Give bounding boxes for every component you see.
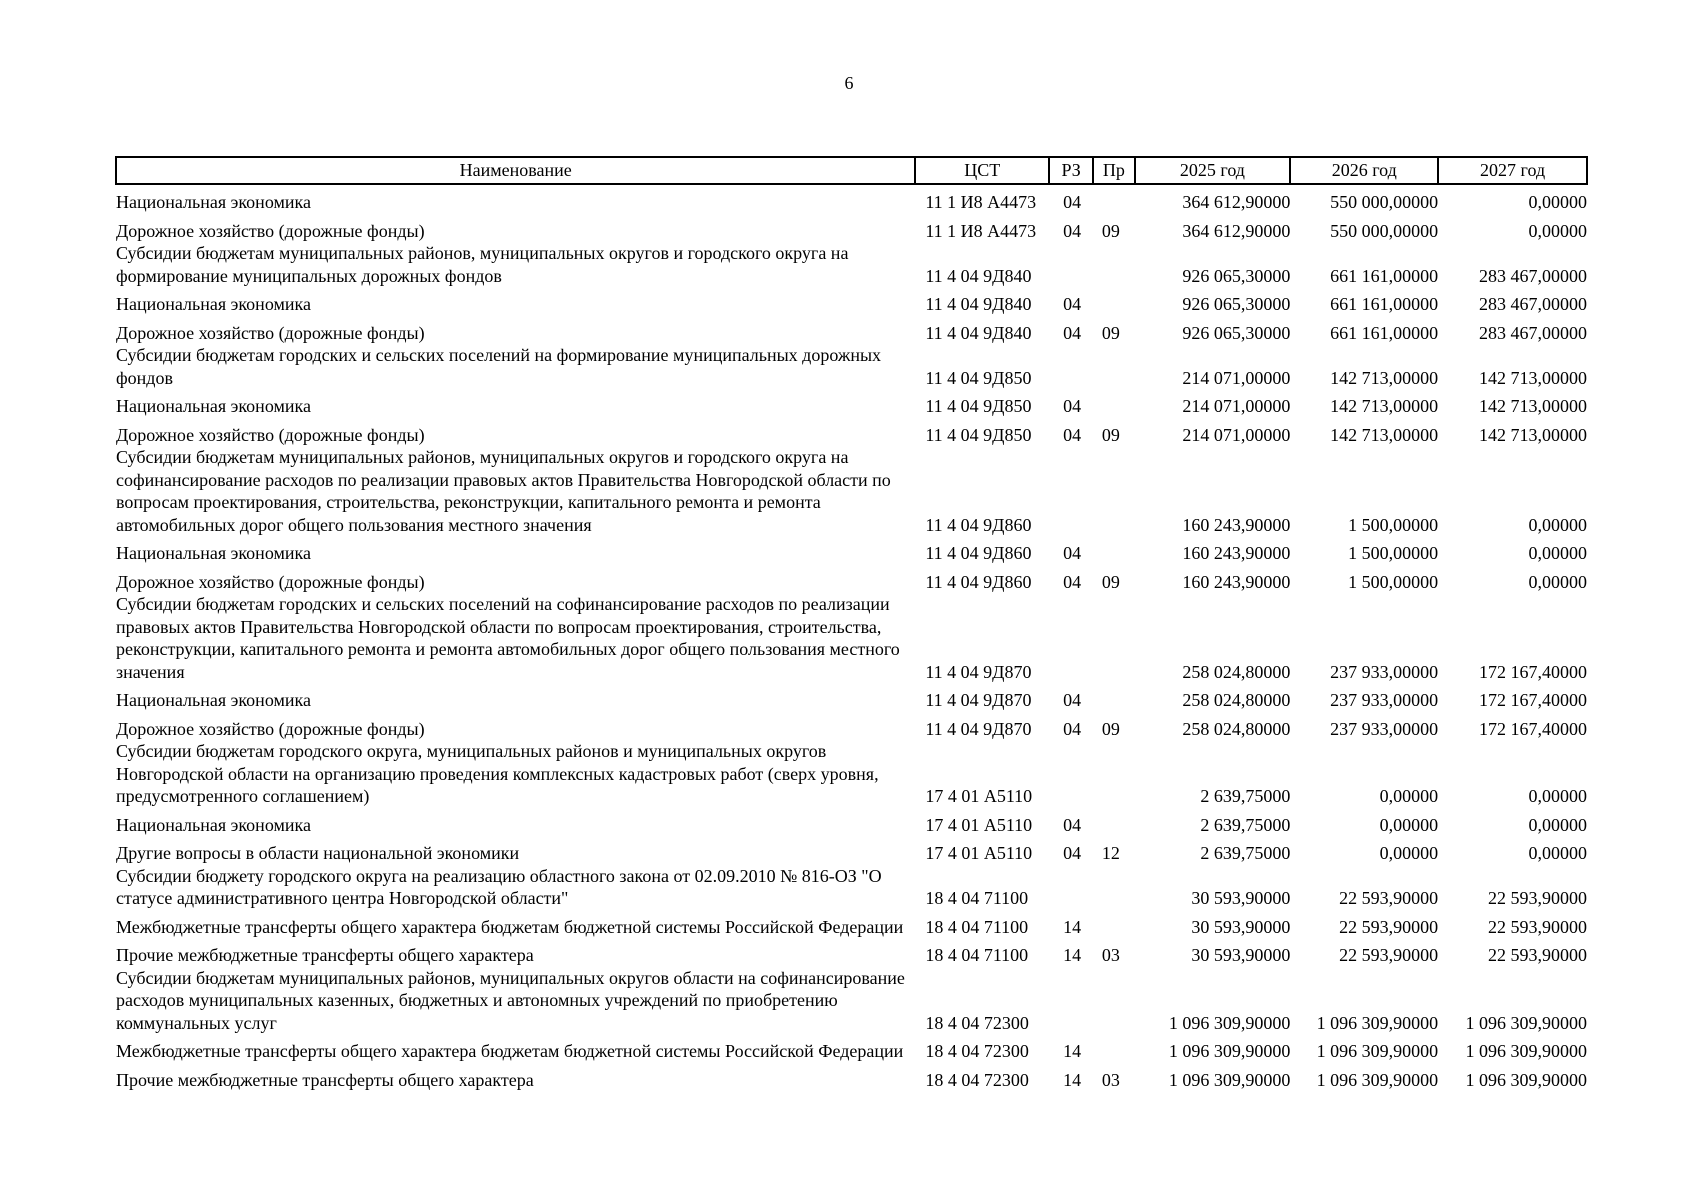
value-2025-cell: 214 071,00000 [1182, 367, 1291, 388]
header-2025: 2025 год [1135, 157, 1291, 184]
rz-cell [1049, 740, 1093, 808]
rz-cell: 04 [1063, 220, 1082, 241]
table-row [116, 967, 1587, 1035]
name-cell: Национальная экономика [116, 690, 311, 710]
value-2026-cell: 661 161,00000 [1330, 265, 1439, 286]
value-2025-cell: 30 593,90000 [1191, 888, 1291, 908]
value-2025-cell: 30 593,90000 [1191, 916, 1291, 937]
cst-cell: 11 4 04 9Д860 [925, 514, 1032, 535]
rz-cell: 14 [1063, 1069, 1082, 1090]
cst-cell: 11 1 И8 А4473 [925, 192, 1037, 212]
table-row [116, 214, 1587, 243]
table-row [116, 184, 1587, 214]
table-row [116, 683, 1587, 712]
pr-cell: 09 [1101, 571, 1120, 592]
value-2026-cell: 22 593,90000 [1339, 916, 1439, 937]
value-2026-cell: 661 161,00000 [1330, 294, 1439, 314]
name-cell: Межбюджетные трансферты общего характера бюджетам бюджетной системы Российской Федерации [116, 1041, 904, 1061]
table-row [116, 910, 1587, 939]
name-cell: Прочие межбюджетные трансферты общего характера [116, 945, 534, 965]
table-row [116, 287, 1587, 316]
value-2027-cell: 283 467,00000 [1479, 294, 1587, 314]
table-header-row [116, 157, 1587, 184]
value-2027-cell: 1 096 309,90000 [1465, 1012, 1587, 1033]
name-cell: Субсидии бюджетам городского округа, муниципальных районов и муниципальных округов Новгородской области на организацию проведения комплексных кадастровых работ (сверх уровня, предусмотренного соглашением) [116, 741, 879, 806]
rz-cell: 04 [1063, 396, 1082, 416]
cst-cell: 17 4 01 А5110 [925, 814, 1033, 835]
value-2026-cell: 142 713,00000 [1330, 396, 1439, 416]
header-2027: 2027 год [1438, 157, 1587, 184]
pr-cell: 09 [1101, 322, 1120, 343]
value-2026-cell: 550 000,00000 [1330, 220, 1439, 241]
cst-cell: 11 4 04 9Д860 [925, 543, 1032, 563]
value-2025-cell: 926 065,30000 [1182, 265, 1291, 286]
name-cell: Межбюджетные трансферты общего характера бюджетам бюджетной системы Российской Федерации [116, 916, 904, 937]
value-2025-cell: 258 024,80000 [1182, 690, 1291, 710]
cst-cell: 11 1 И8 А4473 [925, 220, 1037, 241]
rz-cell: 14 [1063, 916, 1082, 937]
cst-cell: 17 4 01 А5110 [925, 843, 1033, 863]
value-2025-cell: 30 593,90000 [1191, 945, 1291, 965]
value-2026-cell: 237 933,00000 [1330, 690, 1439, 710]
value-2027-cell: 0,00000 [1528, 543, 1587, 563]
pr-cell [1093, 1034, 1134, 1063]
table-row [116, 1063, 1587, 1092]
cst-cell: 18 4 04 71100 [925, 916, 1029, 937]
value-2025-cell: 160 243,90000 [1182, 571, 1291, 592]
pr-cell [1093, 740, 1134, 808]
header-cst: ЦСТ [915, 157, 1049, 184]
pr-cell [1093, 184, 1134, 214]
page-number: 6 [844, 73, 854, 93]
pr-cell: 03 [1101, 1069, 1120, 1090]
pr-cell [1093, 967, 1134, 1035]
pr-cell [1093, 344, 1134, 389]
pr-cell: 09 [1101, 220, 1120, 241]
value-2027-cell: 283 467,00000 [1479, 265, 1587, 286]
value-2025-cell: 2 639,75000 [1200, 786, 1291, 806]
pr-cell: 03 [1101, 945, 1120, 965]
header-name: Наименование [116, 157, 915, 184]
value-2027-cell: 22 593,90000 [1488, 916, 1587, 937]
value-2025-cell: 926 065,30000 [1182, 322, 1291, 343]
value-2027-cell: 172 167,40000 [1479, 661, 1587, 682]
pr-cell [1093, 865, 1134, 910]
name-cell: Прочие межбюджетные трансферты общего характера [116, 1069, 534, 1090]
value-2026-cell: 0,00000 [1379, 814, 1439, 835]
value-2027-cell: 283 467,00000 [1479, 322, 1587, 343]
value-2026-cell: 22 593,90000 [1339, 888, 1439, 908]
value-2027-cell: 142 713,00000 [1479, 367, 1587, 388]
name-cell: Субсидии бюджетам муниципальных районов, муниципальных округов и городского округа на софинансирование расходов по реализации правовых актов Правительства Новгородской области по вопросам проектирования, строительства, реконструкции, капитального ремонта и ремонта автомобильных дорог общего пользования местного значения [116, 447, 891, 535]
cst-cell: 18 4 04 71100 [925, 945, 1029, 965]
value-2025-cell: 926 065,30000 [1182, 294, 1291, 314]
cst-cell: 18 4 04 72300 [925, 1012, 1029, 1033]
table-row [116, 536, 1587, 565]
value-2027-cell: 142 713,00000 [1479, 424, 1587, 445]
value-2026-cell: 1 500,00000 [1348, 514, 1439, 535]
pr-cell: 09 [1101, 424, 1120, 445]
name-cell: Другие вопросы в области национальной экономики [116, 843, 520, 863]
value-2027-cell: 0,00000 [1528, 786, 1587, 806]
value-2026-cell: 1 500,00000 [1348, 543, 1439, 563]
name-cell: Дорожное хозяйство (дорожные фонды) [116, 718, 425, 739]
rz-cell [1049, 242, 1093, 287]
pr-cell [1093, 593, 1134, 683]
name-cell: Национальная экономика [116, 396, 311, 416]
rz-cell: 04 [1063, 843, 1082, 863]
value-2026-cell: 1 500,00000 [1348, 571, 1439, 592]
value-2025-cell: 2 639,75000 [1200, 814, 1291, 835]
name-cell: Субсидии бюджетам городских и сельских поселений на софинансирование расходов по реализации правовых актов Правительства Новгородской области по вопросам проектирования, строительства, реконструкции, капитального ремонта и ремонта автомобильных дорог общего пользования местного значения [116, 594, 900, 682]
pr-cell [1093, 446, 1134, 536]
rz-cell: 04 [1063, 814, 1082, 835]
name-cell: Дорожное хозяйство (дорожные фонды) [116, 424, 425, 445]
value-2027-cell: 0,00000 [1528, 514, 1587, 535]
table-row [116, 808, 1587, 837]
name-cell: Национальная экономика [116, 814, 311, 835]
value-2027-cell: 142 713,00000 [1479, 396, 1587, 416]
table-row [116, 712, 1587, 741]
name-cell: Субсидии бюджетам муниципальных районов, муниципальных округов области на софинансирование расходов муниципальных казенных, бюджетных и автономных учреждений по приобретению коммунальных услуг [116, 967, 905, 1033]
value-2026-cell: 142 713,00000 [1330, 367, 1439, 388]
table-row [116, 865, 1587, 910]
rz-cell: 04 [1063, 192, 1082, 212]
name-cell: Субсидии бюджету городского округа на реализацию областного закона от 02.09.2010 № 816-ОЗ "О статусе административного центра Новгородской области" [116, 865, 882, 908]
rz-cell [1049, 865, 1093, 910]
value-2026-cell: 237 933,00000 [1330, 718, 1439, 739]
rz-cell [1049, 446, 1093, 536]
name-cell: Национальная экономика [116, 294, 311, 314]
value-2025-cell: 2 639,75000 [1200, 843, 1291, 863]
value-2025-cell: 160 243,90000 [1182, 514, 1291, 535]
value-2025-cell: 364 612,90000 [1182, 220, 1291, 241]
value-2025-cell: 258 024,80000 [1182, 661, 1291, 682]
rz-cell: 04 [1063, 571, 1082, 592]
table-row [116, 938, 1587, 967]
value-2025-cell: 364 612,90000 [1182, 192, 1291, 212]
cst-cell: 11 4 04 9Д850 [925, 424, 1032, 445]
pr-cell [1093, 683, 1134, 712]
pr-cell [1093, 536, 1134, 565]
pr-cell [1093, 808, 1134, 837]
rz-cell: 04 [1063, 294, 1082, 314]
rz-cell: 14 [1063, 945, 1082, 965]
value-2027-cell: 1 096 309,90000 [1465, 1069, 1587, 1090]
header-pr: Пр [1093, 157, 1134, 184]
name-cell: Субсидии бюджетам муниципальных районов, муниципальных округов и городского округа на формирование муниципальных дорожных фондов [116, 243, 849, 286]
rz-cell [1049, 593, 1093, 683]
table-row [116, 344, 1587, 389]
value-2026-cell: 22 593,90000 [1339, 945, 1439, 965]
cst-cell: 11 4 04 9Д870 [925, 690, 1032, 710]
table-row [116, 836, 1587, 865]
value-2027-cell: 172 167,40000 [1479, 718, 1587, 739]
pr-cell: 12 [1101, 843, 1120, 863]
table-row [116, 565, 1587, 594]
pr-cell [1093, 287, 1134, 316]
rz-cell: 04 [1063, 322, 1082, 343]
rz-cell: 14 [1063, 1041, 1082, 1061]
table-body [116, 184, 1587, 1091]
table-row [116, 593, 1587, 683]
cst-cell: 18 4 04 72300 [925, 1069, 1029, 1090]
value-2027-cell: 0,00000 [1528, 843, 1587, 863]
table-row [116, 316, 1587, 345]
value-2025-cell: 1 096 309,90000 [1168, 1069, 1291, 1090]
value-2025-cell: 1 096 309,90000 [1168, 1041, 1291, 1061]
cst-cell: 11 4 04 9Д840 [925, 322, 1032, 343]
pr-cell: 09 [1101, 718, 1120, 739]
value-2025-cell: 214 071,00000 [1182, 424, 1291, 445]
table-row [116, 446, 1587, 536]
header-2026: 2026 год [1290, 157, 1438, 184]
cst-cell: 11 4 04 9Д870 [925, 661, 1032, 682]
cst-cell: 11 4 04 9Д840 [925, 294, 1032, 314]
name-cell: Дорожное хозяйство (дорожные фонды) [116, 571, 425, 592]
header-rz: РЗ [1049, 157, 1093, 184]
value-2026-cell: 1 096 309,90000 [1316, 1041, 1439, 1061]
pr-cell [1093, 389, 1134, 418]
value-2026-cell: 0,00000 [1379, 786, 1439, 806]
table-row [116, 418, 1587, 447]
value-2027-cell: 22 593,90000 [1488, 945, 1587, 965]
name-cell: Национальная экономика [116, 192, 311, 212]
value-2027-cell: 172 167,40000 [1479, 690, 1587, 710]
value-2026-cell: 1 096 309,90000 [1316, 1069, 1439, 1090]
value-2027-cell: 1 096 309,90000 [1465, 1041, 1587, 1061]
pr-cell [1093, 910, 1134, 939]
rz-cell [1049, 344, 1093, 389]
cst-cell: 11 4 04 9Д870 [925, 718, 1032, 739]
table-row [116, 242, 1587, 287]
value-2026-cell: 142 713,00000 [1330, 424, 1439, 445]
cst-cell: 17 4 01 А5110 [925, 786, 1033, 806]
value-2025-cell: 258 024,80000 [1182, 718, 1291, 739]
name-cell: Дорожное хозяйство (дорожные фонды) [116, 220, 425, 241]
value-2026-cell: 661 161,00000 [1330, 322, 1439, 343]
rz-cell: 04 [1063, 718, 1082, 739]
cst-cell: 11 4 04 9Д850 [925, 367, 1032, 388]
rz-cell: 04 [1063, 424, 1082, 445]
value-2025-cell: 214 071,00000 [1182, 396, 1291, 416]
name-cell: Дорожное хозяйство (дорожные фонды) [116, 322, 425, 343]
name-cell: Субсидии бюджетам городских и сельских поселений на формирование муниципальных дорожных фондов [116, 345, 882, 388]
cst-cell: 18 4 04 72300 [925, 1041, 1029, 1061]
table-row [116, 740, 1587, 808]
value-2025-cell: 160 243,90000 [1182, 543, 1291, 563]
value-2025-cell: 1 096 309,90000 [1168, 1012, 1291, 1033]
budget-table [115, 156, 1588, 1091]
value-2026-cell: 1 096 309,90000 [1316, 1012, 1439, 1033]
rz-cell: 04 [1063, 690, 1082, 710]
cst-cell: 11 4 04 9Д860 [925, 571, 1032, 592]
value-2026-cell: 237 933,00000 [1330, 661, 1439, 682]
cst-cell: 11 4 04 9Д840 [925, 265, 1032, 286]
value-2027-cell: 0,00000 [1528, 814, 1587, 835]
value-2026-cell: 0,00000 [1379, 843, 1439, 863]
value-2026-cell: 550 000,00000 [1330, 192, 1439, 212]
value-2027-cell: 0,00000 [1528, 220, 1587, 241]
rz-cell: 04 [1063, 543, 1082, 563]
pr-cell [1093, 242, 1134, 287]
cst-cell: 11 4 04 9Д850 [925, 396, 1032, 416]
value-2027-cell: 0,00000 [1528, 571, 1587, 592]
value-2027-cell: 22 593,90000 [1488, 888, 1587, 908]
table-row [116, 389, 1587, 418]
rz-cell [1049, 967, 1093, 1035]
value-2027-cell: 0,00000 [1528, 192, 1587, 212]
name-cell: Национальная экономика [116, 543, 311, 563]
cst-cell: 18 4 04 71100 [925, 888, 1029, 908]
table-row [116, 1034, 1587, 1063]
